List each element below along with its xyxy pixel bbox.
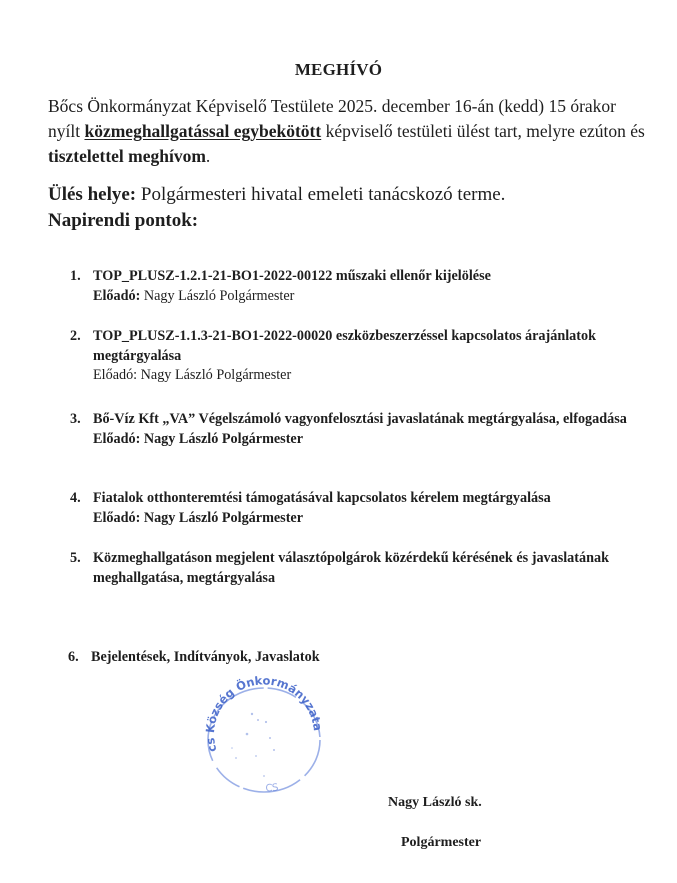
agenda-item [70,267,630,306]
agenda-heading: Napirendi pontok: [48,210,199,231]
svg-text:CS [265,782,279,794]
signature-name: Nagy László sk. [388,795,482,810]
agenda-item [70,327,630,386]
agenda-item-subject: Bejelentések, Indítványok, Javaslatok [91,649,320,665]
intro-text-part1: Bőcs Önkormányzat Képviselő Testülete 2025. december 16-án (kedd) 15 órakor nyílt [48,96,616,141]
agenda-item-number: 3. [70,411,81,427]
agenda-item [70,549,630,588]
official-stamp [196,676,326,796]
presenter-name: Nagy László Polgármester [140,287,295,304]
agenda-item-presenter: Előadó: Nagy László Polgármester [93,430,304,447]
agenda-item-number: 4. [70,490,81,506]
agenda-item-subject: TOP_PLUSZ-1.2.1-21-BO1-2022-00122 műszaki ellenőr kijelölése [93,268,491,284]
agenda-item-subject: Közmeghallgatáson megjelent választópolgárok közérdekű kérésének és javaslatának meghallgatása, megtárgyalása [93,550,609,586]
intro-period: . [205,146,211,166]
presenter-label: Előadó: [93,287,141,304]
agenda-item-subject: Bő-Víz Kft „VA” Végelszámoló vagyonfelosztási javaslatának megtárgyalása, elfogadása [93,411,627,427]
agenda-item-number: 5. [70,550,81,566]
svg-text:cs Község Önkormányzata [203,676,325,754]
agenda-item-number: 1. [70,268,81,284]
intro-text-part2: képviselő testületi ülést tart, melyre ezúton és [321,121,645,141]
document-title: MEGHÍVÓ [294,60,383,79]
stamp-top-text: cs Község Önkormányzata [202,676,325,754]
agenda-item-number: 6. [68,649,79,665]
meeting-place [48,181,505,208]
agenda-item-presenter: Előadó: Nagy László Polgármester [93,509,304,526]
signature-title: Polgármester [401,835,482,850]
agenda-item-number: 2. [70,328,81,344]
agenda-item-subject: Fiatalok otthonteremtési támogatásával kapcsolatos kérelem megtárgyalása [93,490,551,506]
intro-bold-text: tisztelettel meghívom [48,146,206,166]
intro-underlined-text: közmeghallgatással egybekötött [84,121,322,141]
agenda-item [70,489,630,528]
agenda-item [68,648,628,668]
agenda-item-presenter [93,287,630,307]
stamp-seal-icon [196,676,326,796]
agenda-item-subject: TOP_PLUSZ-1.1.3-21-BO1-2022-00020 eszközbeszerzéssel kapcsolatos árajánlatok megtárgyalása [93,328,596,364]
meeting-place-value: Polgármesteri hivatal emeleti tanácskozó terme. [136,184,506,205]
stamp-bottom-text: CS [265,782,280,795]
agenda-item-presenter: Előadó: Nagy László Polgármester [93,367,292,383]
agenda-item [70,410,630,449]
intro-paragraph [48,94,648,169]
meeting-place-label: Ülés helye: [48,184,137,205]
